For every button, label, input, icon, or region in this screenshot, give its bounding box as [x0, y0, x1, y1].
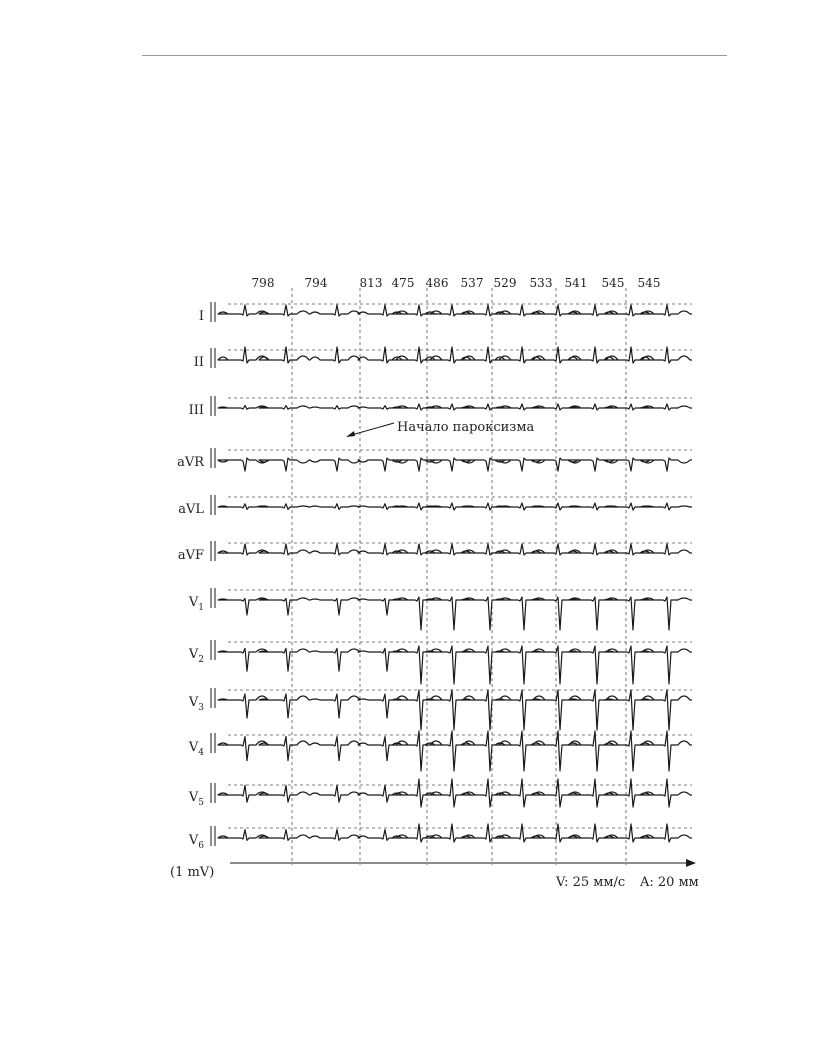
- time-axis: [170, 859, 699, 890]
- ecg-lead-row: [188, 588, 692, 630]
- rr-guide-lines: [292, 288, 626, 865]
- rr-interval-labels: [252, 276, 661, 290]
- lead-subscript: 4: [198, 748, 204, 758]
- rr-interval-label: 545: [637, 276, 661, 290]
- ecg-lead-row: [178, 495, 692, 517]
- ecg-trace: [218, 646, 692, 684]
- lead-name: aVF: [177, 548, 204, 563]
- ecg-lead-row: [199, 302, 692, 324]
- lead-label: [178, 502, 204, 517]
- annotation-text: Начало пароксизма: [397, 420, 535, 435]
- arrow-right-icon: [686, 859, 696, 867]
- lead-name: V: [188, 695, 199, 710]
- lead-label: [188, 647, 204, 665]
- rr-interval-label: 541: [564, 276, 588, 290]
- lead-label: [178, 548, 204, 563]
- ecg-trace: [218, 544, 692, 555]
- rr-interval-label: 533: [529, 276, 553, 290]
- ecg-lead-row: [189, 396, 692, 418]
- ecg-trace: [218, 824, 692, 842]
- ecg-trace: [218, 690, 692, 730]
- ecg-leads: [177, 302, 692, 851]
- lead-name: V: [188, 647, 199, 662]
- ecg-lead-row: [194, 347, 692, 370]
- amplitude-label: A: 20 мм: [640, 875, 699, 890]
- lead-name: V: [188, 595, 199, 610]
- lead-label: [177, 455, 205, 470]
- arrow-head-icon: [346, 431, 355, 437]
- rr-interval-label: 794: [304, 276, 328, 290]
- ecg-trace: [218, 404, 692, 410]
- lead-subscript: 1: [198, 603, 204, 613]
- lead-label: [188, 740, 204, 758]
- ecg-lead-row: [188, 824, 692, 851]
- ecg-trace: [218, 731, 692, 771]
- rr-interval-label: 486: [425, 276, 449, 290]
- ecg-trace: [218, 305, 692, 316]
- ecg-trace: [218, 347, 692, 363]
- ecg-lead-row: [188, 640, 692, 684]
- ecg-trace: [218, 458, 692, 471]
- lead-name: aVR: [177, 455, 204, 470]
- lead-label: [188, 595, 204, 613]
- ecg-trace: [218, 597, 692, 630]
- lead-label: [188, 695, 204, 713]
- rr-interval-label: 813: [359, 276, 383, 290]
- lead-name: V: [188, 740, 199, 755]
- ecg-lead-row: [188, 731, 692, 771]
- lead-subscript: 3: [198, 703, 204, 713]
- lead-subscript: 6: [198, 841, 204, 851]
- rr-interval-label: 475: [391, 276, 415, 290]
- lead-name: III: [188, 403, 204, 418]
- lead-subscript: 2: [198, 655, 204, 665]
- lead-label: [194, 355, 204, 370]
- ecg-lead-row: [188, 688, 692, 730]
- lead-name: II: [193, 355, 204, 370]
- ecg-trace: [218, 503, 692, 510]
- rr-interval-label: 545: [601, 276, 625, 290]
- ecg-lead-row: [178, 541, 692, 563]
- lead-label: [199, 309, 204, 324]
- ecg-trace: [218, 779, 692, 807]
- calibration-label: (1 mV): [170, 865, 215, 880]
- lead-label: [189, 403, 204, 418]
- onset-annotation: [346, 420, 534, 437]
- lead-label: [188, 833, 204, 851]
- lead-name: V: [188, 833, 199, 848]
- lead-label: [188, 790, 204, 808]
- rr-interval-label: 798: [251, 276, 275, 290]
- lead-name: aVL: [178, 502, 204, 517]
- rr-interval-label: 529: [493, 276, 517, 290]
- ecg-lead-row: [188, 779, 692, 808]
- lead-name: I: [198, 309, 204, 324]
- lead-subscript: 5: [198, 798, 204, 808]
- annotation-arrow: [348, 423, 394, 436]
- speed-label: V: 25 мм/с: [556, 875, 626, 890]
- rr-interval-label: 537: [460, 276, 484, 290]
- ecg-lead-row: [177, 448, 692, 471]
- lead-name: V: [188, 790, 199, 805]
